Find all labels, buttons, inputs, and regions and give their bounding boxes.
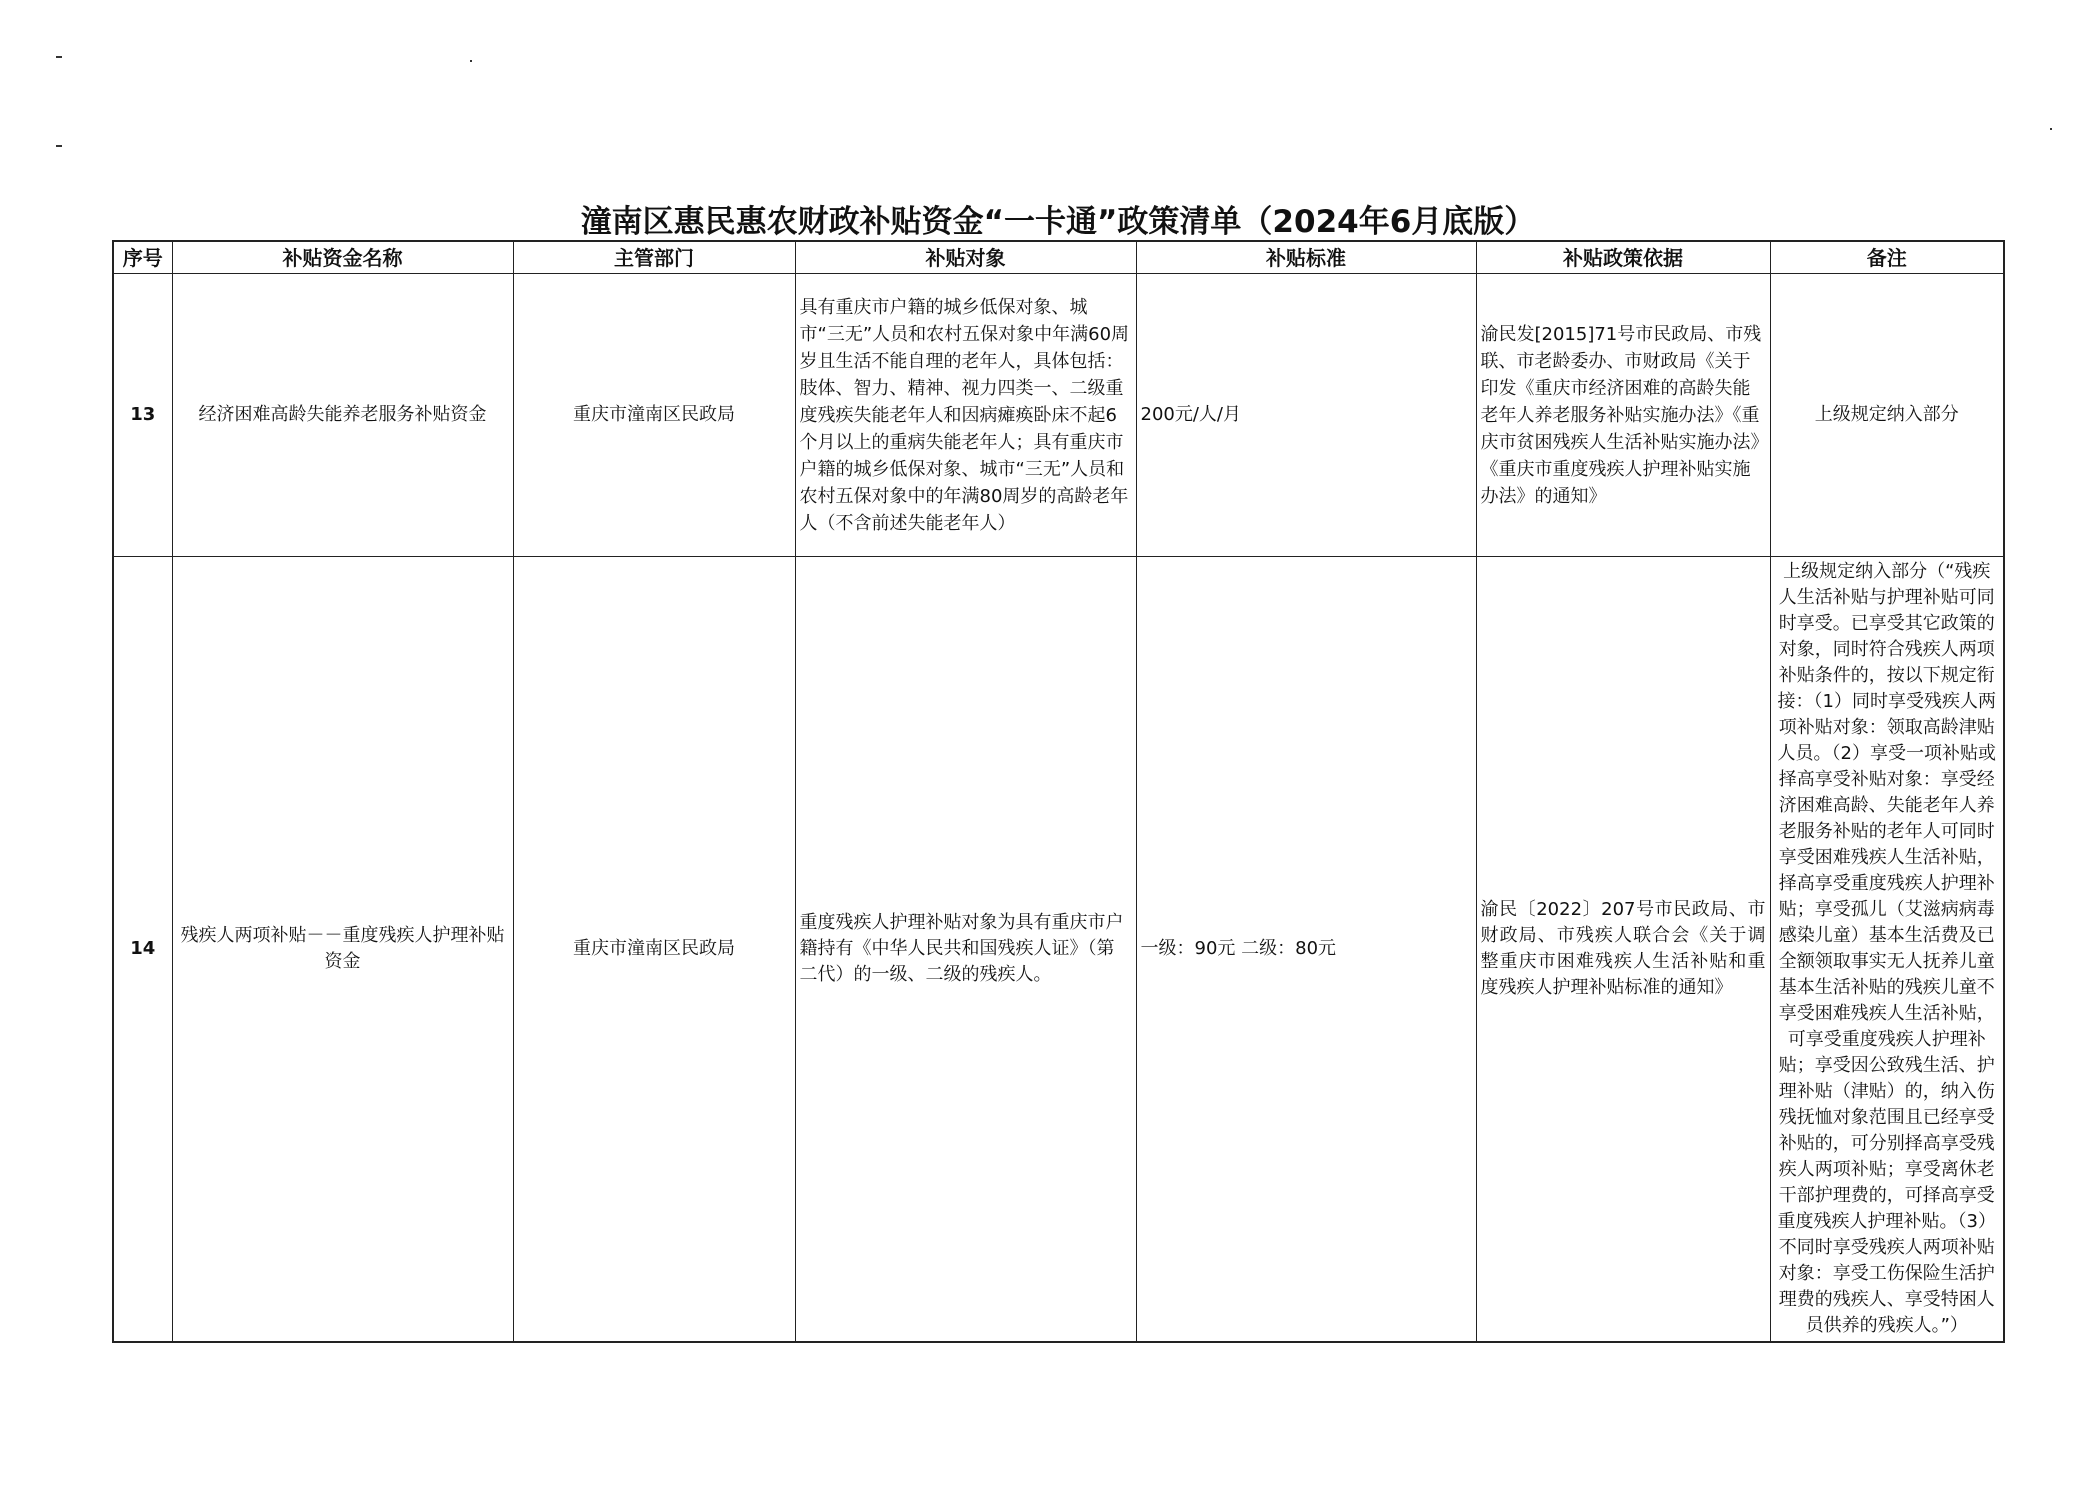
table-header-row xyxy=(113,241,2004,274)
cell-no: 13 xyxy=(113,274,172,557)
cell-department: 重庆市潼南区民政局 xyxy=(513,557,795,1343)
policy-table xyxy=(112,240,2005,1343)
header-standard: 补贴标准 xyxy=(1136,241,1476,274)
cell-standard: 一级：90元 二级：80元 xyxy=(1136,557,1476,1343)
scan-speck xyxy=(2050,128,2052,130)
cell-no: 14 xyxy=(113,557,172,1343)
page-title: 潼南区惠民惠农财政补贴资金“一卡通”政策清单（2024年6月底版） xyxy=(580,204,1536,240)
scan-speck xyxy=(56,56,62,58)
cell-target: 具有重庆市户籍的城乡低保对象、城市“三无”人员和农村五保对象中年满60周岁且生活不能自理的老年人，具体包括：肢体、智力、精神、视力四类一、二级重度残疾失能老年人和因病瘫痪卧床不起6个月以上的重病失能老年人；具有重庆市户籍的城乡低保对象、城市“三无”人员和农村五保对象中的年满80周岁的高龄老年人（不含前述失能老年人） xyxy=(795,274,1136,557)
cell-remark: 上级规定纳入部分 xyxy=(1770,274,2004,557)
scan-speck xyxy=(56,145,62,147)
header-no: 序号 xyxy=(113,241,172,274)
table-row xyxy=(113,274,2004,557)
header-policy-basis: 补贴政策依据 xyxy=(1476,241,1770,274)
cell-subsidy-name: 经济困难高龄失能养老服务补贴资金 xyxy=(172,274,513,557)
cell-remark: 上级规定纳入部分（“残疾人生活补贴与护理补贴可同时享受。已享受其它政策的对象，同时符合残疾人两项补贴条件的，按以下规定衔接：（1）同时享受残疾人两项补贴对象：领取高龄津贴人员。（2）享受一项补贴或择高享受补贴对象：享受经济困难高龄、失能老年人养老服务补贴的老年人可同时享受困难残疾人生活补贴，择高享受重度残疾人护理补贴；享受孤儿（艾滋病病毒感染儿童）基本生活费及已全额领取事实无人抚养儿童基本生活补贴的残疾儿童不享受困难残疾人生活补贴，可享受重度残疾人护理补贴；享受因公致残生活、护理补贴（津贴）的，纳入伤残抚恤对象范围且已经享受补贴的，可分别择高享受残疾人两项补贴；享受离休老干部护理费的，可择高享受重度残疾人护理补贴。（3）不同时享受残疾人两项补贴对象：享受工伤保险生活护理费的残疾人、享受特困人员供养的残疾人。”） xyxy=(1770,557,2004,1343)
cell-subsidy-name: 残疾人两项补贴－－重度残疾人护理补贴资金 xyxy=(172,557,513,1343)
header-department: 主管部门 xyxy=(513,241,795,274)
cell-target: 重度残疾人护理补贴对象为具有重庆市户籍持有《中华人民共和国残疾人证》（第二代）的一级、二级的残疾人。 xyxy=(795,557,1136,1343)
cell-policy-basis: 渝民〔2022〕207号市民政局、市财政局、市残疾人联合会《关于调整重庆市困难残疾人生活补贴和重度残疾人护理补贴标准的通知》 xyxy=(1476,557,1770,1343)
cell-department: 重庆市潼南区民政局 xyxy=(513,274,795,557)
header-target: 补贴对象 xyxy=(795,241,1136,274)
header-remark: 备注 xyxy=(1770,241,2004,274)
header-subsidy-name: 补贴资金名称 xyxy=(172,241,513,274)
scan-speck xyxy=(470,60,472,62)
cell-policy-basis: 渝民发[2015]71号市民政局、市残联、市老龄委办、市财政局《关于印发《重庆市经济困难的高龄失能老年人养老服务补贴实施办法》《重庆市贫困残疾人生活补贴实施办法》《重庆市重度残疾人护理补贴实施办法》的通知》 xyxy=(1476,274,1770,557)
table-row xyxy=(113,557,2004,1343)
cell-standard: 200元/人/月 xyxy=(1136,274,1476,557)
